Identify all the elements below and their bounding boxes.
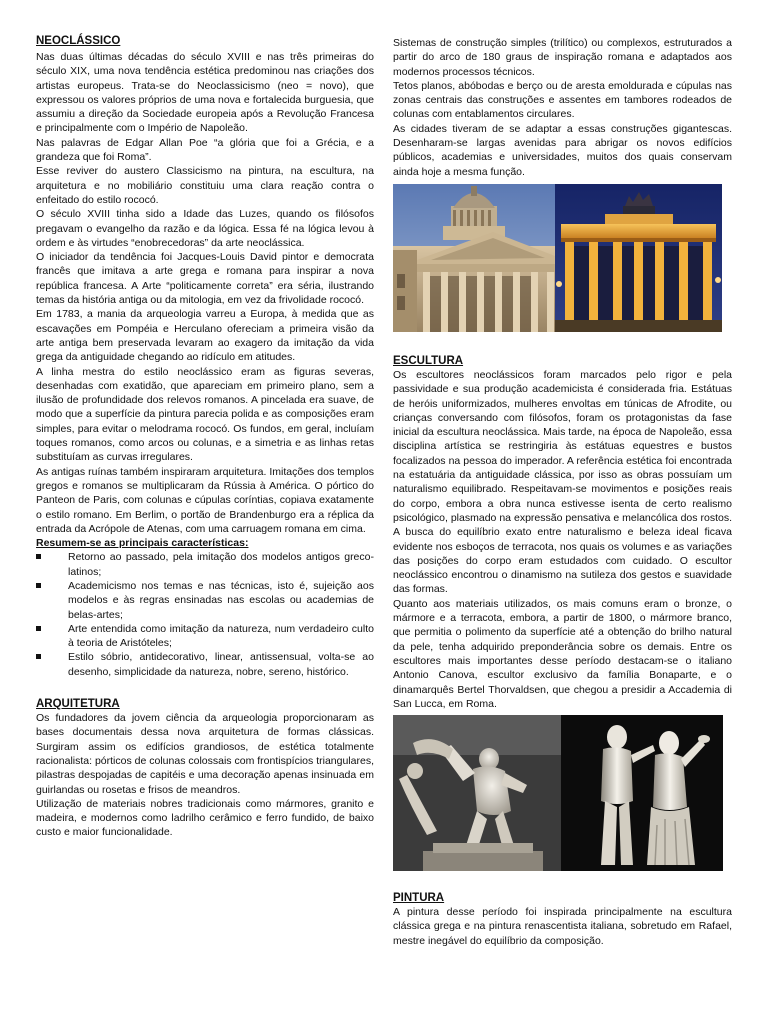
neo-paragraph-6: Em 1783, a mania da arqueologia varreu a Europa, à medida que as escavações em Pompéia e Herculano ofereciam a primeira visão da arte antiga bem preservada levaram ao exagero da imitação da vida grega da antiguidade chegando ao ridículo em atitudes. [36, 308, 374, 364]
bullet-icon [36, 626, 41, 631]
arq-cont-paragraph-3: As cidades tiveram de se adaptar a essas construções gigantescas. Desenharam-se largas avenidas para abrigar os novos edifícios públicos, academias e universidades, muitos dos quais conservam ainda hoje a mesma função. [393, 122, 732, 178]
section-title-escultura: ESCULTURA [393, 354, 464, 367]
architecture-photos [393, 184, 732, 332]
neo-paragraph-7: A linha mestra do estilo neoclássico eram as figuras severas, desenhadas com exatidão, que apareciam em primeiro plano, sem a ilusão de profundidade dos relevos romanos. A pincelada era suave, de modo que a superfície da pintura parecia polida e as composições eram simples, para evitar o melodrama rococó. Os fundos, em geral, incluíam toques romanos, como arcos ou colunas, e a simetria e as linhas retas substituíam as curvas irregulares. [36, 365, 374, 464]
feature-item [36, 650, 374, 679]
sculpture-photos [393, 715, 732, 871]
feature-item [36, 579, 374, 622]
feature-text: Arte entendida como imitação da natureza, num verdadeiro culto à teoria de Aristóteles; [68, 622, 374, 650]
right-column [393, 36, 732, 948]
hercules-sculpture-photo [393, 715, 561, 871]
pin-paragraph-1: A pintura desse período foi inspirada principalmente na escultura clássica grega e na pintura renascentista italiana, sobretudo em Rafael, mestre inegável do equilíbrio da composição. [393, 906, 732, 947]
arq-paragraph-2: Utilização de materiais nobres tradicionais como mármores, granito e madeira, e modernos como ladrilho cerâmico e ferro fundido, de baixo custo e maior funcionalidade. [36, 797, 374, 839]
left-column [36, 34, 374, 840]
standing-couple-sculpture-photo [561, 715, 723, 871]
bullet-icon [36, 554, 41, 559]
feature-item [36, 550, 374, 579]
arq-cont-paragraph-2: Tetos planos, abóbodas e berço ou de aresta emoldurada e cúpulas nas zonas centrais das construções e assentes em tambores rodeados de colunas com entablamentos circulares. [393, 79, 732, 121]
esc-paragraph-1: Os escultores neoclássicos foram marcados pelo rigor e pela passividade e sua produção academicista é considerada fria. Estátuas de heróis uniformizados, mulheres envoltas em túnicas de Afrodite, ou crianças conversando com filósofos, foram os protagonistas da fase inicial da escultura neoclássica. Mais tarde, na época de Napoleão, essa disciplina artística se restringiria às estátuas equestres e bustos focalizados na pessoa do imperador. A referência estética foi encontrada na estatuária da antiguidade clássica, por isso as obras possuíam um naturalismo equilibrado. Respeitavam-se movimentos e posições reais do corpo, embora a obra nunca estivesse isenta de certo realismo psicológico, plasmado na expressão pensativa e melancólica dos rostos. A busca do equilíbrio exato entre naturalismo e beleza ideal ficava evidente nos esboços de terracota, nos quais os volumes e as variações das posições do corpo eram estudados com cuidado. O escultor neoclássico encontrou o dinamismo na sutileza dos gestos e suavidade das formas. [393, 368, 732, 596]
arq-paragraph-1: Os fundadores da jovem ciência da arqueologia proporcionaram as bases documentais dessa nova arquitetura de formas clássicas. Surgiram assim os edifícios grandiosos, de estética totalmente racionalista: pórticos de colunas colossais com frontispícios triangulares, pilastras despojadas de capitéis e uma decoração apenas insinuada em guirlandas ou rosetas e frisos de meandros. [36, 712, 374, 796]
features-list [36, 550, 374, 679]
feature-item [36, 622, 374, 651]
pantheon-photo [393, 184, 555, 332]
feature-text: Academicismo nos temas e nas técnicas, isto é, sujeição aos modelos e às regras ensinadas nas escolas ou academias de belas-artes; [68, 579, 374, 621]
bullet-icon [36, 583, 41, 588]
neo-paragraph-5: O iniciador da tendência foi Jacques-Louis David pintor e democrata francês que imitava a arte grega e romana para inspirar a nova república francesa. A Arte “politicamente correta” era séria, ilustrando temas da história antiga ou da mitologia, em vez da frivolidade rococó. [36, 251, 374, 307]
section-title-neoclassico: NEOCLÁSSICO [36, 35, 121, 47]
section-title-arquitetura: ARQUITETURA [36, 698, 120, 711]
section-title-pintura: PINTURA [393, 892, 445, 905]
neo-paragraph-2: Nas palavras de Edgar Allan Poe “a glória que foi a Grécia, e a grandeza que foi Roma”. [36, 136, 374, 164]
neo-paragraph-3: Esse reviver do austero Classicismo na pintura, na escultura, na arquitetura e no mobiliário constituiu uma clara reação contra o enfeitado do estilo rococó. [36, 165, 374, 206]
brandenburg-gate-photo [555, 184, 722, 332]
arq-cont-paragraph-1: Sistemas de construção simples (trilítico) ou complexos, estruturados a partir do arco de 180 graus de inspiração romana e adaptados aos modernos processos técnicos. [393, 37, 732, 78]
neo-paragraph-1: Nas duas últimas décadas do século XVIII e nas três primeiras do século XIX, uma nova tendência estética predominou nas criações dos artistas europeus. Trata-se do Neoclassicismo (neo = novo), que expressou os valores próprios de uma nova e fortalecida burguesia, que assumiu a direção da Sociedade europeia após a Revolução Francesa e principalmente com o Império de Napoleão. [36, 51, 374, 135]
neo-paragraph-4: O século XVIII tinha sido a Idade das Luzes, quando os filósofos pregavam o evangelho da razão e da lógica. Essa fé na lógica levou à ordem e às virtudes “enobrecedoras” da arte neoclássica. [36, 208, 374, 249]
bullet-icon [36, 654, 41, 659]
feature-text: Retorno ao passado, pela imitação dos modelos antigos greco-latinos; [68, 551, 374, 578]
esc-paragraph-2: Quanto aos materiais utilizados, os mais comuns eram o bronze, o mármore e a terracota, embora, a partir de 1800, o mármore branco, que permitia o polimento da superfície até a obtenção do brilho natural da pele, tenha adquirido preponderância sobre os demais. Entre os escultores mais importantes desse período destacam-se o italiano Antonio Canova, escultor exclusivo da família Bonaparte, e o dinamarquês Bertel Thorvaldsen, que chegou a presidir a Accademia di San Lucca, em Roma. [393, 597, 732, 710]
neo-paragraph-8: As antigas ruínas também inspiraram arquitetura. Imitações dos templos gregos e romanos se multiplicaram da Rússia à América. O pórtico do Panteon de Paris, com colunas e cúpulas coríntias, copiava exatamente o estilo romano. Em Berlim, o portão de Brandenburgo era a réplica da entrada da Acrópole de Atenas, com uma carruagem romana em cima. [36, 465, 374, 535]
features-heading: Resumem-se as principais características: [36, 537, 249, 550]
feature-text: Estilo sóbrio, antidecorativo, linear, antissensual, volta-se ao desenho, simplicidade da natureza, nobre, sereno, histórico. [68, 651, 374, 678]
